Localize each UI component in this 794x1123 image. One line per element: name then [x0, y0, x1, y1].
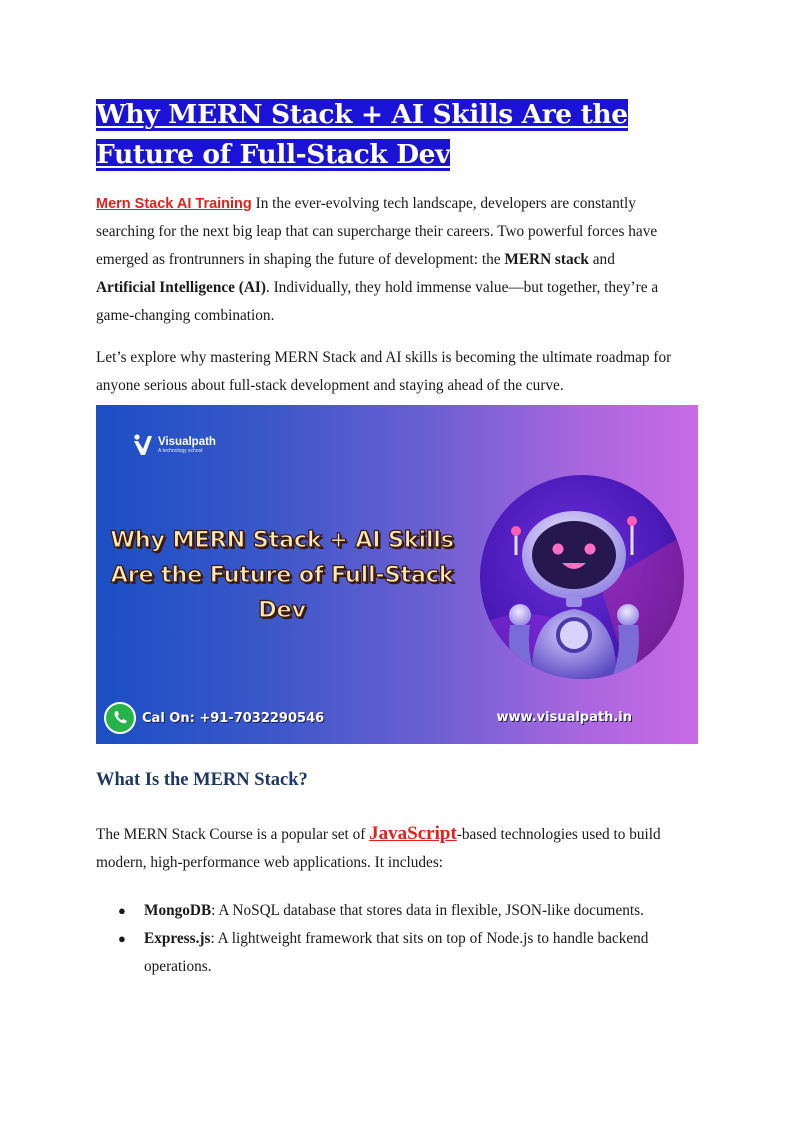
- banner-website: www.visualpath.in: [496, 710, 632, 725]
- list-item: [96, 925, 698, 981]
- bullet-icon: ●: [118, 931, 126, 946]
- list-item-desc: : A lightweight framework that sits on top of Node.js to handle backend operations.: [144, 930, 649, 975]
- logo-tagline: A technology school: [158, 447, 203, 454]
- list-item: [96, 897, 698, 925]
- section-paragraph: [96, 820, 698, 877]
- bullet-icon: ●: [118, 903, 126, 918]
- mern-components-list: [96, 897, 698, 981]
- phone-icon: [104, 702, 136, 734]
- article-banner-image: [96, 405, 698, 744]
- banner-headline-line-2: Are the Future of Full-Stack: [110, 562, 454, 588]
- javascript-link[interactable]: JavaScript: [369, 823, 457, 844]
- banner-phone: [104, 702, 324, 734]
- robot-illustration: [480, 475, 684, 679]
- logo-name: Visualpath: [158, 435, 216, 448]
- intro-text-1: In the ever-evolving tech landscape, developers are constantly searching for the next big leap that can supercharge their careers. Two powerful forces have emerged as frontrunners in shaping the future of development: the: [96, 195, 658, 268]
- section-heading: What Is the MERN Stack?: [96, 770, 308, 790]
- article-title-link[interactable]: Why MERN Stack + AI Skills Are the Future of Full-Stack Dev: [96, 99, 628, 170]
- banner-headline-line-3: Dev: [258, 597, 306, 623]
- section-text-2: -based technologies used to build modern, high-performance web applications. It includes:: [96, 826, 661, 871]
- mern-stack-ai-training-link[interactable]: Mern Stack AI Training: [96, 196, 252, 212]
- list-item-term: MongoDB: [144, 902, 212, 919]
- intro-text-3: . Individually, they hold immense value—but together, they’re a game-changing combination.: [96, 279, 659, 324]
- explore-paragraph: [96, 344, 698, 400]
- banner-headline-line-1: Why MERN Stack + AI Skills: [110, 527, 454, 553]
- intro-bold-ai: Artificial Intelligence (AI): [96, 279, 266, 296]
- list-item-desc: : A NoSQL database that stores data in flexible, JSON-like documents.: [211, 902, 644, 919]
- intro-paragraph: [96, 190, 698, 330]
- banner-phone-text: Cal On: +91-7032290546: [142, 710, 325, 726]
- intro-text-2: and: [588, 251, 615, 268]
- list-item-term: Express.js: [144, 930, 211, 947]
- banner-headline: [96, 523, 468, 628]
- article-title[interactable]: [96, 95, 698, 175]
- explore-text: Let’s explore why mastering MERN Stack and AI skills is becoming the ultimate roadmap for anyone serious about full-stack development and staying ahead of the curve.: [96, 349, 672, 394]
- section-text-1: The MERN Stack Course is a popular set of: [96, 826, 370, 843]
- intro-bold-mern: MERN stack: [504, 251, 589, 268]
- visualpath-logo-icon: [132, 433, 154, 457]
- visualpath-logo: [132, 433, 216, 457]
